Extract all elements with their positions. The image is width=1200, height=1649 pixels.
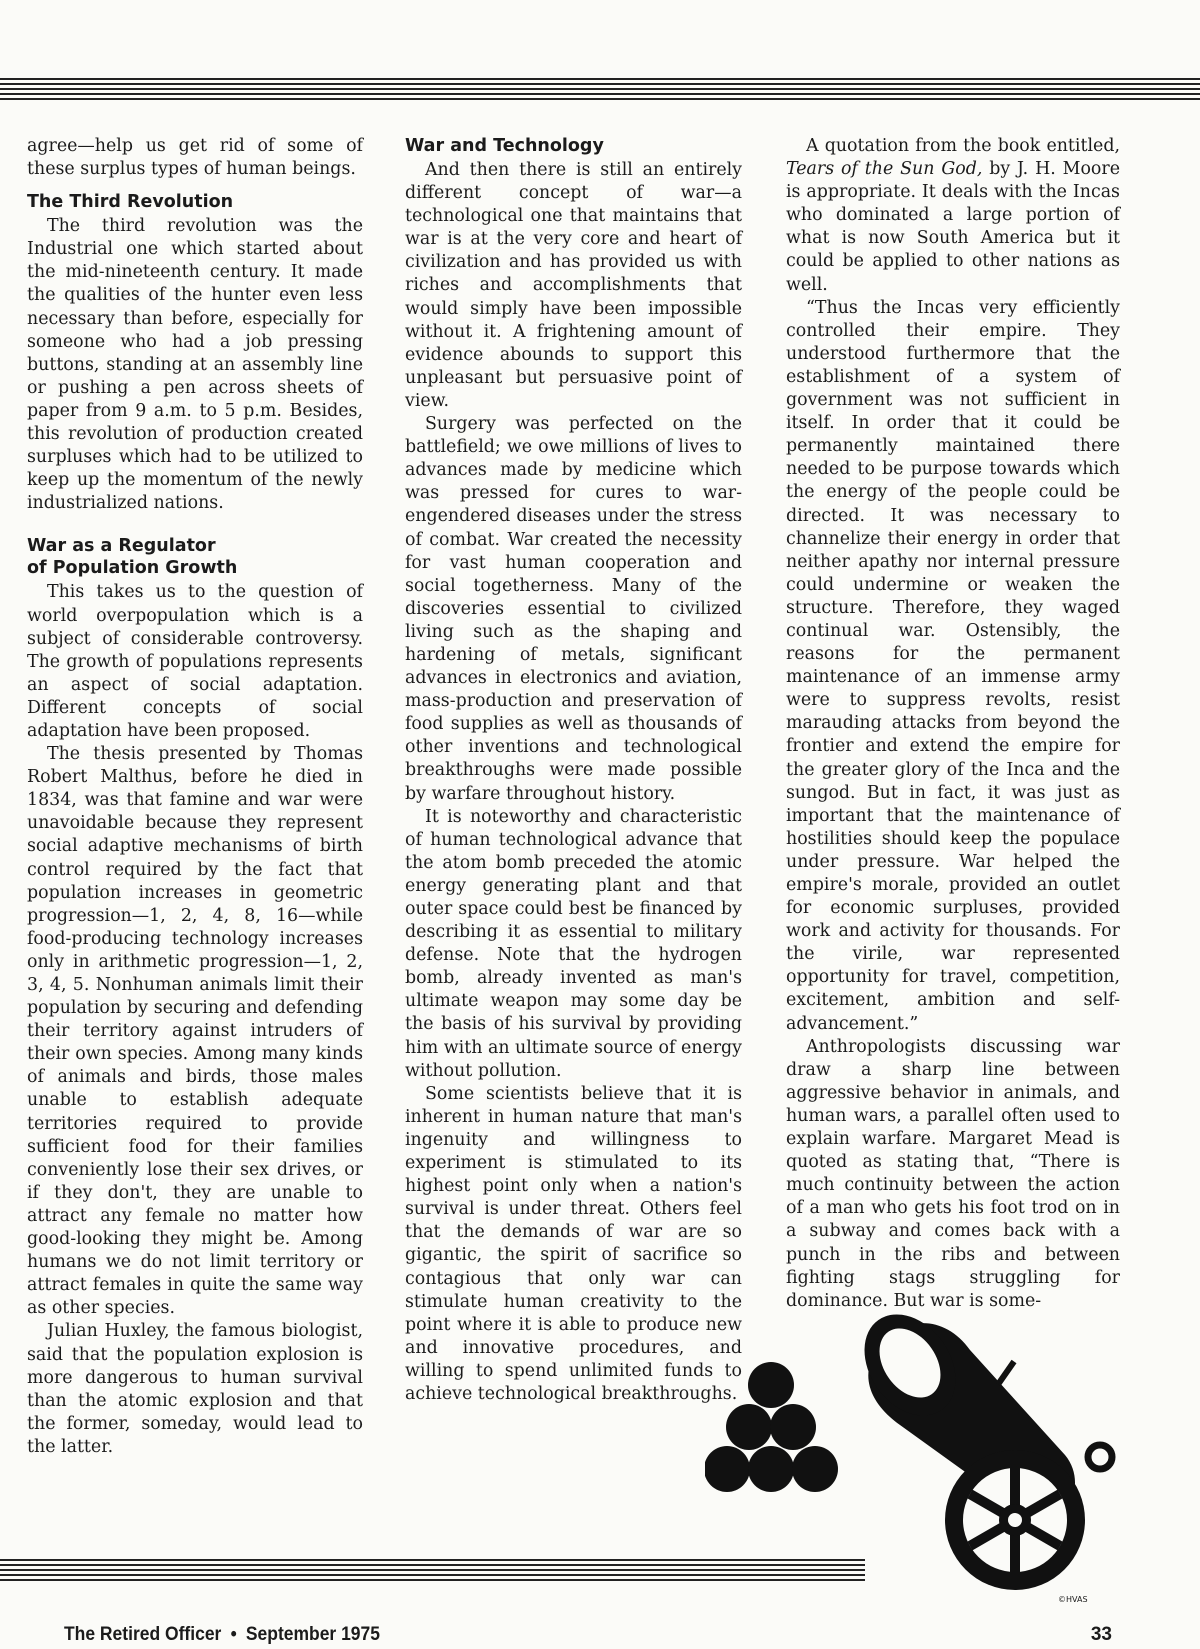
artist-credit: ©HVAS [1058,1595,1088,1604]
paragraph: Julian Huxley, the famous biologist, said that the population explosion is more dangerous to human survival than the atomic explosion and that the former, someday, would lead to the latter. [27,1321,363,1457]
issue-date: September 1975 [245,1624,380,1645]
paragraph: Some scientists believe that it is inherent in human nature that man's ingenuity and willingness to experiment is stimulated to its highest point only when a nation's survival is under threat. Others feel that the demands of war are so gigantic, the spirit of sacrifice so contagious that only war can stimulate human creativity to the point where it is able to produce new and innovative procedures, and willing to spend unlimited funds to achieve technological breakthroughs. [405,1083,742,1404]
text: by J. H. Moore is appropriate. It deals with the Incas who dominated a large portion of what is now South America but it could be applied to other nations as well. [786,159,1120,295]
paragraph [786,135,1120,297]
paragraph: Surgery was perfected on the battlefield; we owe millions of lives to advances made by medicine which was pressed for cures to war-engendered diseases under the stress of combat. War created the necessity for vast human cooperation and social togetherness. Many of the discoveries essential to civilized living such as the shaping and hardening of metals, significant advances in electronics and aviation, mass-production and preservation of food supplies as well as thousands of other inventions and technological breakthroughs were made possible by warfare throughout history. [405,414,742,804]
paragraph: It is noteworthy and characteristic of human technological advance that the atom bomb preceded the atomic energy generating plant and that outer space could best be financed by describing it as essential to military defense. Note that the hydrogen bomb, already invented as man's ultimate weapon may some day be the basis of his survival by providing him with an ultimate source of energy without pollution. [405,806,742,1081]
heading-line-2: of Population Growth [27,558,238,579]
cannonball [748,1446,794,1492]
publication-name: The Retired Officer [64,1624,222,1645]
footer-separator: • [230,1624,237,1645]
section-heading [27,535,363,579]
cannonball [748,1362,794,1408]
column-3 [786,135,1120,1313]
column-2 [405,135,742,1406]
book-title: Tears of the Sun God, [786,159,983,180]
paragraph: agree—help us get rid of some of these surplus types of human beings. [27,136,363,180]
paragraph: And then there is still an entirely different concept of war—a technological one that maintains that war is at the very core and heart of civilization and has provided us with riches and accomplishments that would simply have been impossible without it. A frightening amount of evidence abounds to support this unpleasant but persuasive point of view. [405,160,742,411]
heading-line-1: War as a Regulator [27,536,216,557]
section-heading: The Third Revolution [27,192,234,213]
cannonball [770,1404,816,1450]
cannonball [792,1446,838,1492]
section-heading: War and Technology [405,136,604,156]
text: A quotation from the book entitled, [806,136,1120,156]
paragraph: This takes us to the question of world overpopulation which is a subject of considerable controversy. The growth of populations represents an aspect of social adaptation. Different concepts of social adaptation have been proposed. [27,582,363,741]
paragraph: The third revolution was the Industrial one which started about the mid-nineteenth century. It made the qualities of the hunter even less necessary than before, especially for someone who had a job pressing buttons, standing at an assembly line or pushing a pen across sheets of paper from 9 a.m. to 5 p.m. Besides, this revolution of production created surpluses which had to be utilized to keep up the momentum of the newly industrialized nations. [27,216,363,514]
paragraph: The thesis presented by Thomas Robert Malthus, before he died in 1834, was that famine and war were unavoidable because they represent social adaptive mechanisms of birth control required by the fact that population increases in geometric progression—1, 2, 4, 8, 16—while food-producing technology increases only in arithmetic progression—1, 2, 3, 4, 5. Nonhuman animals limit their population by securing and defending their territory against intruders of their own species. Among many kinds of animals and birds, those males unable to establish adequate territories required to provide sufficient food for their families conveniently lose their sex drives, or if they don't, they are unable to attract any female no matter how good-looking they might be. Among humans we do not limit territory or attract females in quite the same way as other species. [27,744,363,1319]
paragraph: “Thus the Incas very efficiently controlled their empire. They understood furthermore that the establishment of a system of government was not sufficient in itself. In order that it could be permanently maintained there needed to be purpose towards which the energy of the people could be directed. It was necessary to channelize their energy in order that neither apathy nor internal pressure could undermine or weaken the structure. Therefore, they waged continual war. Ostensibly, the reasons for the permanent maintenance of an immense army were to suppress revolts, resist marauding attacks from beyond the frontier and extend the empire for the greater glory of the Inca and the sungod. But in fact, it was just as important that the maintenance of hostilities should keep the populace under pressure. War helped the empire's morale, provided an outlet for economic surpluses, provided work and activity for thousands. For the virile, war represented opportunity for travel, competition, excitement, ambition and self-advancement.” [786,297,1120,1034]
page-number: 33 [1090,1624,1112,1645]
footer-publication [64,1624,380,1646]
cannonball [726,1404,772,1450]
paragraph: Anthropologists discussing war draw a sharp line between aggressive behavior in animals, and human wars, a parallel often used to explain warfare. Margaret Mead is quoted as stating that, “There is much continuity between the action of a man who gets his foot trod on in a subway and comes back with a punch in the ribs and between fighting stags struggling for dominance. But war is some- [786,1036,1120,1311]
column-1 [27,135,363,1459]
cannonball [705,1446,750,1492]
cannon-wheel [945,1450,1085,1590]
